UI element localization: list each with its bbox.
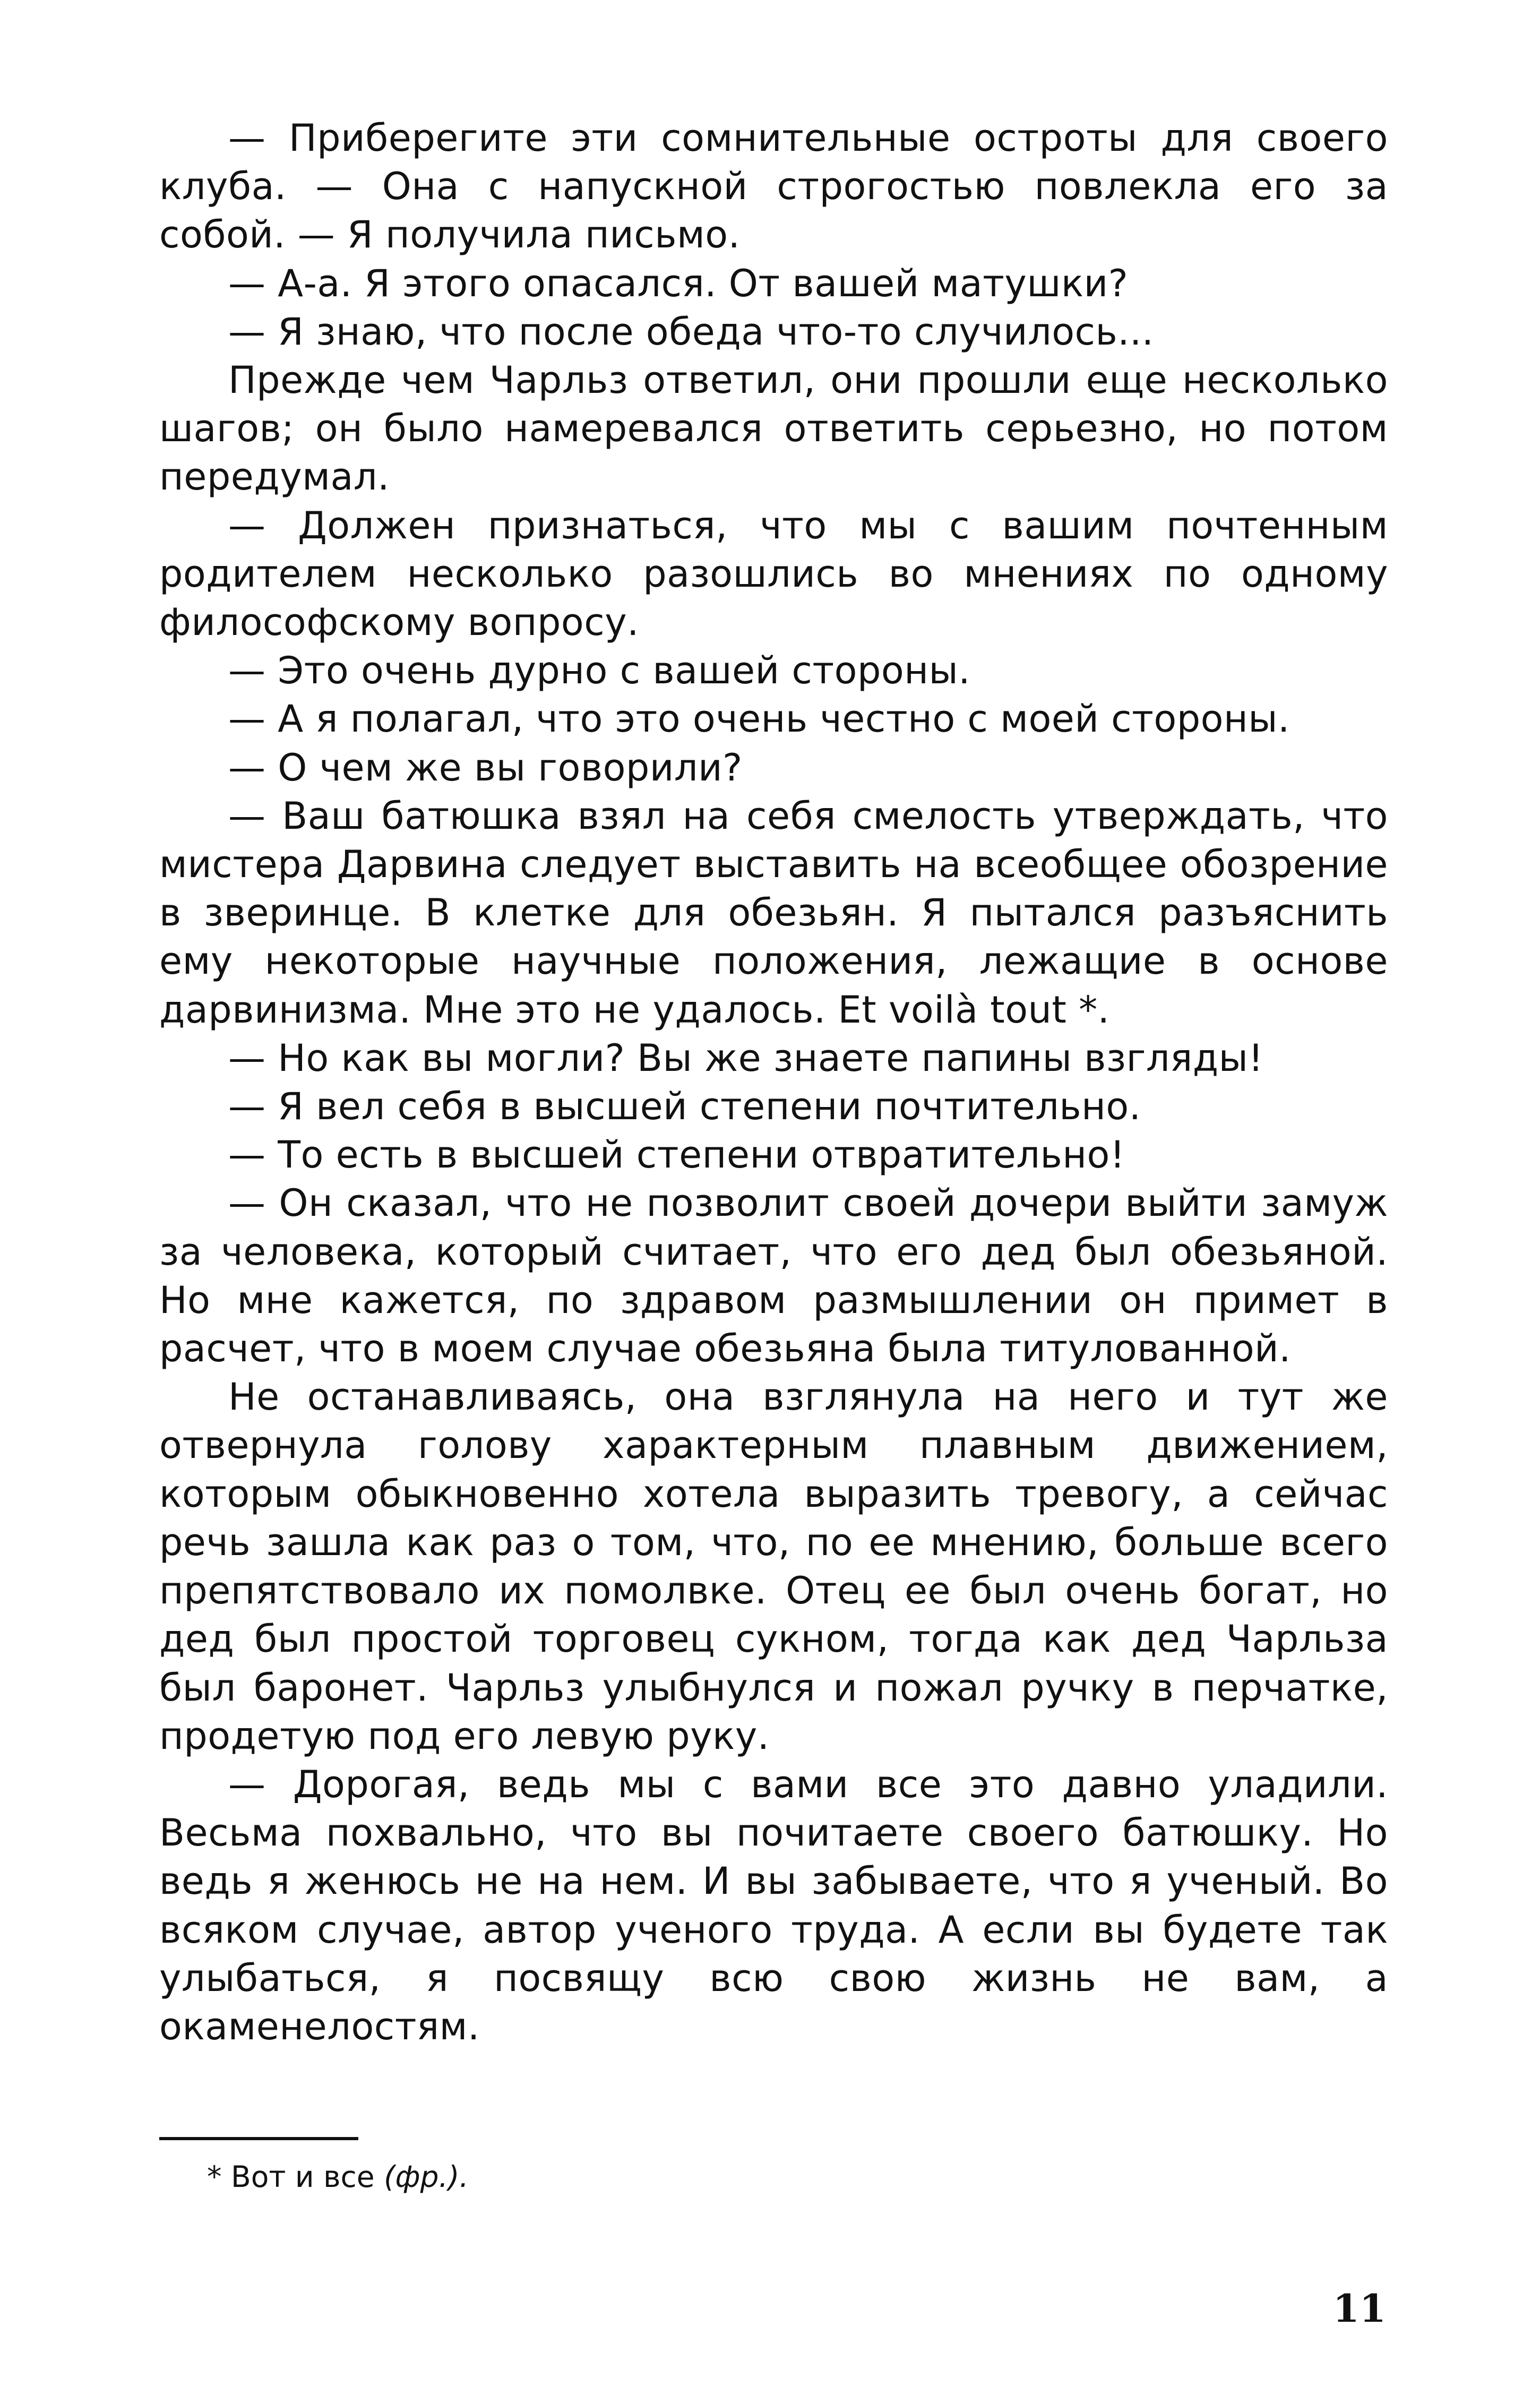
paragraph: — А-а. Я этого опасался. От вашей матушки? [228,261,1129,305]
main-text [159,114,1388,2051]
paragraph: — О чем же вы говорили? [228,745,743,789]
paragraph: — Ваш батюшка взял на себя смелость утверждать, что мистера Дарвина следует выставить на всеобщее обозрение в зверинце. В клетке для обезьян. Я пытался разъяснить ему некоторые научные положения, лежащие в основе дарвинизма. Мне это не удалось. Et voilà tout *. [159,794,1388,1032]
paragraph: Не останавливаясь, она взглянула на него и тут же отвернула голову характерным плавным движением, которым обыкновенно хотела выразить тревогу, а сейчас речь зашла как раз о том, что, по ее мнению, больше всего препятствовало их помолвке. Отец ее был очень богат, но дед был простой торговец сукном, тогда как дед Чарльза был баронет. Чарльз улыбнулся и пожал ручку в перчатке, продетую под его левую руку. [159,1375,1388,1758]
paragraph: — Но как вы могли? Вы же знаете папины взгляды! [228,1036,1264,1080]
paragraph: — А я полагал, что это очень честно с моей стороны. [228,697,1290,741]
paragraph: — Должен признаться, что мы с вашим почтенным родителем несколько разошлись во мнениях по одному философскому вопросу. [159,503,1388,645]
paragraph: — Это очень дурно с вашей стороны. [228,649,970,693]
paragraph: — Дорогая, ведь мы с вами все это давно уладили. Весьма похвально, что вы почитаете своего батюшку. Но ведь я женюсь не на нем. И вы забываете, что я ученый. Во всяком случае, автор ученого труда. А если вы будете так улыбаться, я посвящу всю свою жизнь не вам, а окаменелостям. [159,1762,1388,2048]
paragraph: — Я знаю, что после обеда что-то случилось... [228,310,1154,354]
paragraph: — Я вел себя в высшей степени почтительно. [228,1085,1141,1129]
page-number: 11 [1332,2286,1386,2331]
paragraph: Прежде чем Чарльз ответил, они прошли еще несколько шагов; он было намеревался ответить серьезно, но потом передумал. [159,358,1388,499]
footnote-text: Вот и все [230,2160,375,2194]
paragraph: — То есть в высшей степени отвратительно! [228,1133,1125,1177]
footnote-marker: * [207,2160,222,2194]
footnote [207,2156,469,2198]
footnote-abbreviation: (фр.). [384,2160,469,2194]
footnote-divider [159,2137,358,2140]
paragraph: — Приберегите эти сомнительные остроты для своего клуба. — Она с напускной строгостью повлекла его за собой. — Я получила письмо. [159,116,1388,257]
paragraph: — Он сказал, что не позволит своей дочери выйти замуж за человека, который считает, что его дед был обезьяной. Но мне кажется, по здравом размышлении он примет в расчет, что в моем случае обезьяна была титулованной. [159,1181,1388,1371]
